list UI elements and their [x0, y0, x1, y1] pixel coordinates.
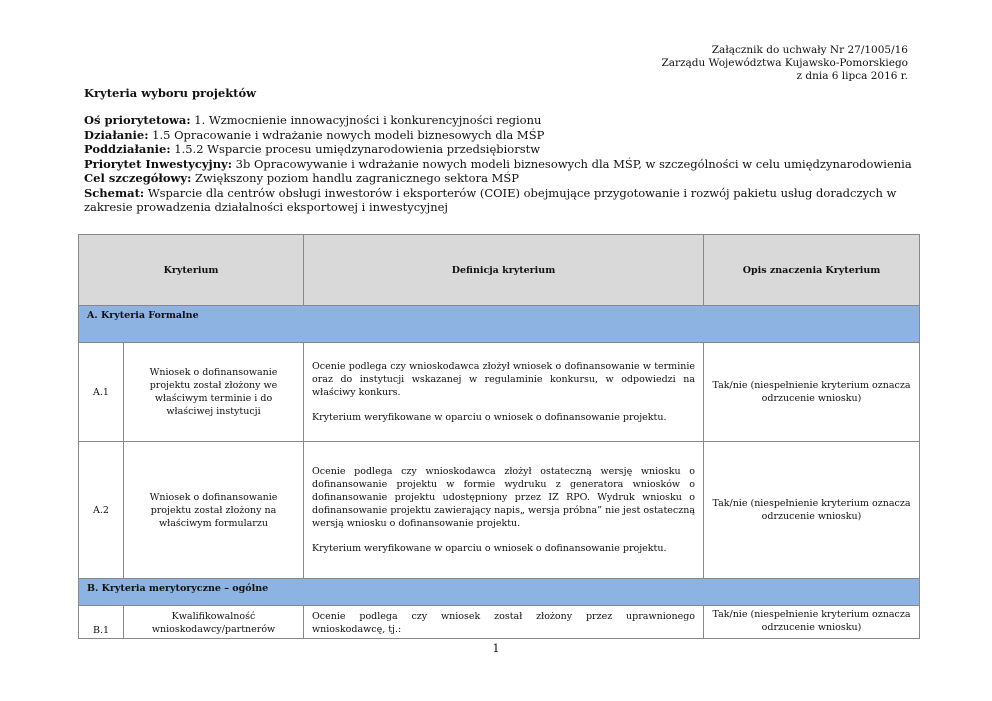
page-number: 1: [492, 642, 500, 655]
header-line-2: Zarządu Województwa Kujawsko-Pomorskiego: [661, 57, 908, 69]
section-a-title: A. Kryteria Formalne: [79, 306, 920, 343]
criterion-name: Wniosek o dofinansowanie projektu został złożony we właściwym terminie i do właściwej instytucji: [124, 343, 304, 442]
criterion-name: Wniosek o dofinansowanie projektu został złożony na właściwym formularzu: [124, 442, 304, 579]
priority-axis: Oś priorytetowa: 1. Wzmocnienie innowacyjności i konkurencyjności regionu: [84, 113, 542, 127]
header-line-3: z dnia 6 lipca 2016 r.: [796, 70, 908, 82]
criteria-table: [78, 234, 920, 639]
criterion-definition: Ocenie podlega czy wniosek został złożony przez uprawnionego wnioskodawcę, tj.:: [304, 606, 704, 639]
criterion-id: A.2: [79, 442, 124, 579]
attachment-header: [661, 44, 908, 83]
criterion-description: Tak/nie (niespełnienie kryterium oznacza odrzucenie wniosku): [704, 606, 920, 639]
table-header-row: [79, 235, 920, 306]
criterion-description: Tak/nie (niespełnienie kryterium oznacza odrzucenie wniosku): [704, 442, 920, 579]
document-title: Kryteria wyboru projektów: [84, 86, 257, 100]
header-kryterium: Kryterium: [79, 235, 304, 306]
header-opis: Opis znaczenia Kryterium: [704, 235, 920, 306]
criterion-id: A.1: [79, 343, 124, 442]
section-row-b: [79, 579, 920, 606]
table-row: [79, 442, 920, 579]
sub-measure: Poddziałanie: 1.5.2 Wsparcie procesu umiędzynarodowienia przedsiębiorstw: [84, 142, 541, 156]
investment-priority: Priorytet Inwestycyjny: 3b Opracowywanie i wdrażanie nowych modeli biznesowych dla MŚP, w szczególności w celu umiędzynarodowienia: [84, 156, 912, 171]
section-row-a: [79, 306, 920, 343]
measure: Działanie: 1.5 Opracowanie i wdrażanie nowych modeli biznesowych dla MŚP: [84, 127, 545, 142]
criterion-definition: Ocenie podlega czy wnioskodawca złożył wniosek o dofinansowanie w terminie oraz do instytucji wskazanej w regulaminie konkursu, w odpowiedzi na właściwy konkurs. Kryterium weryfikowane w oparciu o wniosek o dofinansowanie projektu.: [304, 343, 704, 442]
scheme: Schemat: Wsparcie dla centrów obsługi inwestorów i eksporterów (COIE) obejmujące przygotowanie i rozwój pakietu usług doradczych w zakresie prowadzenia działalności eksportowej i inwestycyjnej: [84, 185, 897, 214]
table-row: [79, 606, 920, 639]
criterion-name: Kwalifikowalność wnioskodawcy/partnerów: [124, 606, 304, 639]
header-line-1: Załącznik do uchwały Nr 27/1005/16: [711, 44, 908, 56]
specific-objective: Cel szczegółowy: Zwiększony poziom handlu zagranicznego sektora MŚP: [84, 171, 519, 185]
program-metadata: [84, 113, 924, 215]
criterion-description: Tak/nie (niespełnienie kryterium oznacza odrzucenie wniosku): [704, 343, 920, 442]
section-b-title: B. Kryteria merytoryczne – ogólne: [79, 579, 920, 606]
header-definicja: Definicja kryterium: [304, 235, 704, 306]
criterion-definition: Ocenie podlega czy wnioskodawca złożył ostateczną wersję wniosku o dofinansowanie projektu w formie wydruku z generatora wniosków o dofinansowanie projektu udostępniony przez IZ RPO. Wydruk wniosku o dofinansowanie projektu zawierający napis„ wersja próbna” nie jest ostateczną wersją wniosku o dofinansowanie projektu. Kryterium weryfikowane w oparciu o wniosek o dofinansowanie projektu.: [304, 442, 704, 579]
table-row: [79, 343, 920, 442]
criterion-id: B.1: [79, 606, 124, 639]
